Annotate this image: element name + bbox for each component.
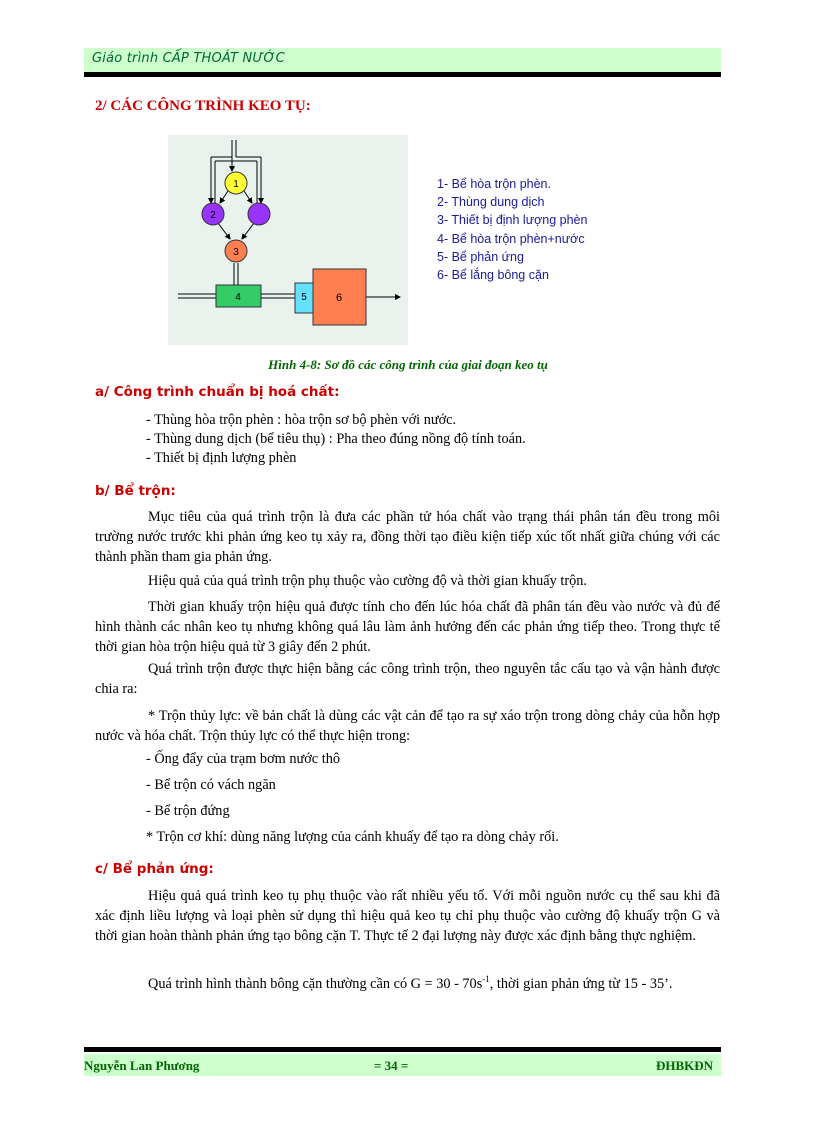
part-c-paragraph: Hiệu quả quá trình keo tụ phụ thuộc vào rất nhiều yếu tố. Với mỗi nguồn nước cụ thể sau khi đã xác định liều lượng và loại phèn sử dụng thì hiệu quả keo tụ chỉ phụ thuộc vào cường độ khuấy trộn G và thời gian hoàn thành phản ứng tạo bông cặn T. Thực tế 2 đại lượng này được xác định bằng thực nghiệm. — [95, 888, 720, 944]
part-b-paragraph: Quá trình trộn được thực hiện bằng các công trình trộn, theo nguyên tắc cấu tạo và vận hành được chia ra: — [95, 661, 720, 697]
part-a-item: - Thùng dung dịch (bể tiêu thụ) : Pha theo đúng nồng độ tính toán. — [146, 431, 526, 447]
part-a-item: - Thùng hòa trộn phèn : hòa trộn sơ bộ phèn với nước. — [146, 412, 457, 428]
legend-item: 5- Bể phản ứng — [437, 249, 524, 264]
part-b-paragraph: * Trộn cơ khí: dùng năng lượng của cánh khuấy để tạo ra dòng chảy rối. — [146, 829, 559, 845]
footer-author: Nguyễn Lan Phương — [84, 1058, 200, 1073]
diagram-legend — [437, 175, 587, 284]
header-rule — [84, 72, 721, 77]
diagram-svg — [168, 135, 408, 345]
node-3-label: 3 — [233, 247, 239, 258]
footer-page-number: = 34 = — [374, 1058, 409, 1073]
coagulation-diagram — [168, 135, 408, 345]
section-title: 2/ CÁC CÔNG TRÌNH KEO TỤ: — [95, 98, 311, 114]
part-c-title: c/ Bể phản ứng: — [95, 861, 214, 877]
node-1-label: 1 — [233, 179, 239, 190]
node-4-label: 4 — [235, 292, 241, 303]
footer-rule — [84, 1047, 721, 1052]
part-c-paragraph: Quá trình hình thành bông cặn thường cần có $G = 30 - 70s^{-1}$, thời gian phản ứng từ 15 - 35’. — [148, 974, 673, 992]
figure-caption: Hình 4-8: Sơ đồ các công trình của giai đoạn keo tụ — [268, 357, 548, 372]
node-5-label: 5 — [301, 292, 307, 303]
node-2-label: 2 — [210, 210, 216, 221]
legend-item: 4- Bể hòa trộn phèn+nước — [437, 231, 585, 246]
part-b-paragraph: * Trộn thủy lực: về bản chất là dùng các vật cản để tạo ra sự xáo trộn trong dòng chảy của hỗn hợp nước và hóa chất. Trộn thủy lực có thể thực hiện trong: — [95, 708, 720, 744]
node-6-label: 6 — [335, 292, 343, 304]
part-b-paragraph: Mục tiêu của quá trình trộn là đưa các phần tử hóa chất vào trạng thái phân tán đều trong môi trường nước trước khi phản ứng keo tụ xảy ra, đồng thời tạo điều kiện tiếp xúc tốt nhất giữa chúng với các thành phần tham gia phản ứng. — [95, 509, 720, 565]
legend-item: 1- Bể hòa trộn phèn. — [437, 177, 551, 191]
header-title: Giáo trình CẤP THOÁT NƯỚC — [92, 51, 285, 66]
part-a-item: - Thiết bị định lượng phèn — [146, 450, 297, 466]
node-2b — [248, 203, 270, 225]
part-b-item: - Bể trộn có vách ngăn — [146, 777, 276, 793]
part-b-item: - Bể trộn đứng — [146, 803, 230, 819]
header-bar — [84, 48, 721, 72]
legend-item: 6- Bể lắng bông cặn — [437, 268, 549, 283]
part-b-item: - Ống đẩy của trạm bơm nước thô — [146, 751, 340, 767]
part-b-paragraph: Thời gian khuấy trộn hiệu quả được tính cho đến lúc hóa chất đã phân tán đều vào nước và đủ để hình thành các nhân keo tụ nhưng không quá lâu làm ảnh hưởng đến các phản ứng tiếp theo. Trong thực tế thời gian hòa trộn hiệu quả từ 3 giây đến 2 phút. — [95, 599, 720, 655]
legend-item: 2- Thùng dung dịch — [437, 195, 545, 210]
footer-organization: ĐHBKĐN — [655, 1058, 713, 1073]
part-b-paragraph: Hiệu quả của quá trình trộn phụ thuộc vào cường độ và thời gian khuấy trộn. — [148, 573, 587, 589]
part-a-title: a/ Công trình chuẩn bị hoá chất: — [95, 384, 340, 400]
legend-item: 3- Thiết bị định lượng phèn — [437, 213, 588, 228]
part-b-title: b/ Bể trộn: — [95, 483, 176, 499]
footer-bar — [84, 1054, 721, 1076]
